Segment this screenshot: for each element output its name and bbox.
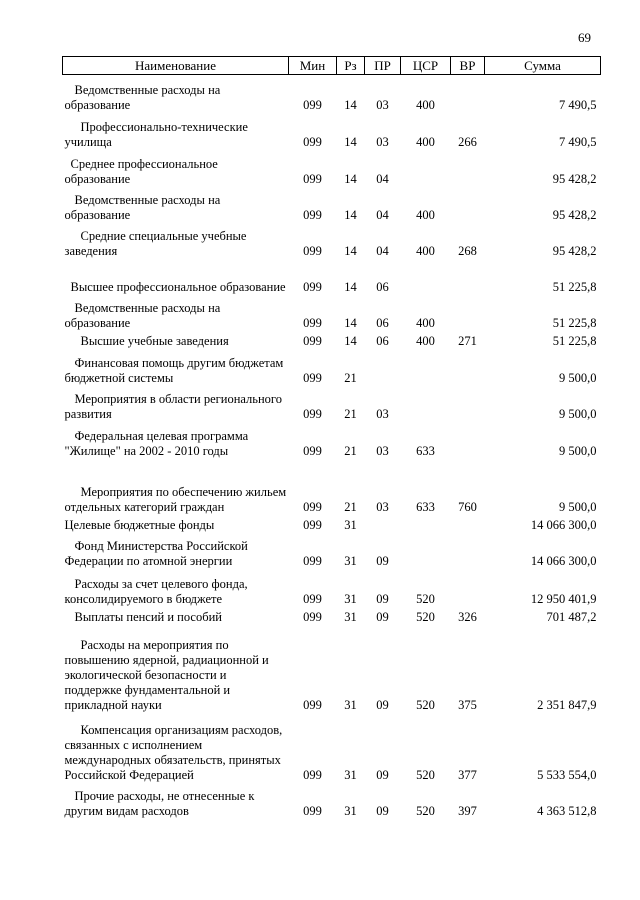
row-name: Ведомственные расходы на образование bbox=[64, 192, 221, 222]
row-sum: 9 500,0 bbox=[559, 406, 597, 421]
row-min: 099 bbox=[303, 406, 322, 421]
row-sum: 14 066 300,0 bbox=[530, 517, 597, 532]
row-name: Ведомственные расходы на образование bbox=[64, 300, 221, 330]
row-pr: 06 bbox=[376, 279, 389, 294]
row-name: Компенсация организациям расходов, связанных с исполнением международных обязательств, принятых Российской Федерацией bbox=[64, 722, 283, 782]
table-row bbox=[63, 75, 601, 113]
row-csr: 633 bbox=[416, 443, 435, 458]
row-min: 099 bbox=[303, 553, 322, 568]
row-rz: 14 bbox=[344, 315, 357, 330]
row-pr bbox=[365, 349, 401, 386]
row-rz: 31 bbox=[344, 553, 357, 568]
table-row bbox=[63, 607, 601, 625]
row-rz: 14 bbox=[344, 134, 357, 149]
row-name: Расходы на мероприятия по повышению ядерной, радиационной и экологической безопасности и поддержке фундаментальной и прикладной науки bbox=[64, 637, 269, 712]
row-name: Фонд Министерства Российской Федерации по атомной энергии bbox=[64, 538, 248, 568]
row-pr: 03 bbox=[376, 97, 389, 112]
table-body bbox=[63, 75, 601, 819]
table-row bbox=[63, 783, 601, 819]
row-sum: 12 950 401,9 bbox=[530, 591, 597, 606]
row-vr: 397 bbox=[458, 803, 477, 818]
row-rz: 21 bbox=[344, 370, 357, 385]
row-csr bbox=[401, 515, 451, 533]
row-vr: 375 bbox=[458, 697, 477, 712]
row-name: Ведомственные расходы на образование bbox=[64, 82, 221, 112]
row-name: Финансовая помощь другим бюджетам бюджетной системы bbox=[64, 355, 284, 385]
row-csr: 633 bbox=[416, 499, 435, 514]
table-row bbox=[63, 422, 601, 459]
row-name: Целевые бюджетные фонды bbox=[64, 517, 215, 532]
row-rz: 14 bbox=[344, 171, 357, 186]
row-csr bbox=[401, 533, 451, 569]
row-vr: 326 bbox=[458, 609, 477, 624]
row-sum: 9 500,0 bbox=[559, 499, 597, 514]
row-min: 099 bbox=[303, 767, 322, 782]
table-row bbox=[63, 259, 601, 295]
row-name: Расходы за счет целевого фонда, консолидируемого в бюджете bbox=[64, 576, 248, 606]
row-min: 099 bbox=[303, 697, 322, 712]
row-vr bbox=[451, 533, 485, 569]
row-csr: 400 bbox=[416, 315, 435, 330]
row-sum: 9 500,0 bbox=[559, 443, 597, 458]
row-vr: 377 bbox=[458, 767, 477, 782]
row-sum: 9 500,0 bbox=[559, 370, 597, 385]
row-sum: 2 351 847,9 bbox=[537, 697, 597, 712]
row-csr: 520 bbox=[416, 609, 435, 624]
row-rz: 31 bbox=[344, 767, 357, 782]
row-sum: 95 428,2 bbox=[552, 207, 597, 222]
row-pr: 09 bbox=[376, 697, 389, 712]
row-csr bbox=[401, 150, 451, 187]
row-csr: 520 bbox=[416, 591, 435, 606]
row-min: 099 bbox=[303, 279, 322, 294]
table-row bbox=[63, 223, 601, 259]
row-csr bbox=[401, 259, 451, 295]
header-name: Наименование bbox=[63, 57, 289, 75]
row-vr bbox=[451, 259, 485, 295]
row-pr: 06 bbox=[376, 315, 389, 330]
row-sum: 7 490,5 bbox=[559, 97, 597, 112]
row-name: Среднее профессиональное образование bbox=[64, 156, 218, 186]
row-sum: 51 225,8 bbox=[552, 279, 597, 294]
row-sum: 701 487,2 bbox=[546, 609, 597, 624]
row-rz: 14 bbox=[344, 243, 357, 258]
table-row bbox=[63, 331, 601, 349]
row-csr: 520 bbox=[416, 767, 435, 782]
row-rz: 21 bbox=[344, 499, 357, 514]
row-rz: 14 bbox=[344, 279, 357, 294]
row-pr: 09 bbox=[376, 767, 389, 782]
row-vr bbox=[451, 75, 485, 113]
row-csr bbox=[401, 349, 451, 386]
row-pr: 09 bbox=[376, 591, 389, 606]
row-min: 099 bbox=[303, 499, 322, 514]
row-csr: 400 bbox=[416, 207, 435, 222]
row-name: Средние специальные учебные заведения bbox=[64, 228, 247, 258]
row-pr: 04 bbox=[376, 207, 389, 222]
table-row bbox=[63, 515, 601, 533]
table-header bbox=[63, 57, 601, 75]
row-min: 099 bbox=[303, 591, 322, 606]
row-csr: 400 bbox=[416, 243, 435, 258]
row-min: 099 bbox=[303, 609, 322, 624]
row-sum: 51 225,8 bbox=[552, 333, 597, 348]
row-vr: 271 bbox=[458, 333, 477, 348]
table-row bbox=[63, 295, 601, 331]
budget-table bbox=[62, 56, 601, 819]
row-csr: 400 bbox=[416, 97, 435, 112]
row-name: Мероприятия по обеспечению жильем отдельных категорий граждан bbox=[64, 484, 287, 514]
row-sum: 51 225,8 bbox=[552, 315, 597, 330]
row-sum: 7 490,5 bbox=[559, 134, 597, 149]
row-pr bbox=[365, 515, 401, 533]
row-vr: 760 bbox=[458, 499, 477, 514]
row-rz: 31 bbox=[344, 803, 357, 818]
row-pr: 03 bbox=[376, 406, 389, 421]
row-min: 099 bbox=[303, 315, 322, 330]
row-min: 099 bbox=[303, 134, 322, 149]
table-row bbox=[63, 625, 601, 713]
row-pr: 06 bbox=[376, 333, 389, 348]
row-vr bbox=[451, 150, 485, 187]
row-name: Высшие учебные заведения bbox=[80, 333, 229, 348]
header-vr: ВР bbox=[451, 57, 485, 75]
row-rz: 31 bbox=[344, 609, 357, 624]
row-pr: 09 bbox=[376, 609, 389, 624]
row-name: Высшее профессиональное образование bbox=[70, 279, 286, 294]
page-number: 69 bbox=[578, 30, 591, 45]
row-name: Мероприятия в области регионального развития bbox=[64, 391, 282, 421]
table-row bbox=[63, 533, 601, 569]
row-rz: 31 bbox=[344, 517, 357, 532]
row-name: Федеральная целевая программа "Жилище" на 2002 - 2010 годы bbox=[64, 428, 249, 458]
row-name: Профессионально-технические училища bbox=[64, 119, 248, 149]
row-vr: 266 bbox=[458, 134, 477, 149]
row-min: 099 bbox=[303, 443, 322, 458]
row-rz: 31 bbox=[344, 591, 357, 606]
row-csr bbox=[401, 386, 451, 422]
row-min: 099 bbox=[303, 803, 322, 818]
row-min: 099 bbox=[303, 333, 322, 348]
row-pr: 04 bbox=[376, 243, 389, 258]
row-rz: 14 bbox=[344, 333, 357, 348]
header-min: Мин bbox=[289, 57, 337, 75]
row-min: 099 bbox=[303, 207, 322, 222]
row-sum: 4 363 512,8 bbox=[537, 803, 597, 818]
row-csr: 520 bbox=[416, 697, 435, 712]
row-csr: 400 bbox=[416, 333, 435, 348]
row-vr bbox=[451, 515, 485, 533]
row-vr bbox=[451, 386, 485, 422]
row-rz: 14 bbox=[344, 207, 357, 222]
row-pr: 03 bbox=[376, 443, 389, 458]
table-row bbox=[63, 349, 601, 386]
row-pr: 09 bbox=[376, 803, 389, 818]
row-sum: 95 428,2 bbox=[552, 243, 597, 258]
row-vr bbox=[451, 187, 485, 223]
row-vr: 268 bbox=[458, 243, 477, 258]
row-rz: 21 bbox=[344, 443, 357, 458]
row-min: 099 bbox=[303, 517, 322, 532]
table-row bbox=[63, 713, 601, 783]
row-rz: 31 bbox=[344, 697, 357, 712]
row-rz: 14 bbox=[344, 97, 357, 112]
row-sum: 95 428,2 bbox=[552, 171, 597, 186]
header-sum: Сумма bbox=[485, 57, 601, 75]
row-rz: 21 bbox=[344, 406, 357, 421]
header-csr: ЦСР bbox=[401, 57, 451, 75]
table-row bbox=[63, 150, 601, 187]
row-pr: 09 bbox=[376, 553, 389, 568]
row-min: 099 bbox=[303, 243, 322, 258]
row-vr bbox=[451, 422, 485, 459]
row-pr: 03 bbox=[376, 499, 389, 514]
row-csr: 400 bbox=[416, 134, 435, 149]
row-vr bbox=[451, 295, 485, 331]
row-vr bbox=[451, 349, 485, 386]
row-name: Выплаты пенсий и пособий bbox=[74, 609, 222, 624]
table-row bbox=[63, 386, 601, 422]
row-min: 099 bbox=[303, 97, 322, 112]
table-row bbox=[63, 187, 601, 223]
row-pr: 03 bbox=[376, 134, 389, 149]
row-name: Прочие расходы, не отнесенные к другим видам расходов bbox=[64, 788, 255, 818]
table-row bbox=[63, 459, 601, 515]
row-csr: 520 bbox=[416, 803, 435, 818]
header-rz: Рз bbox=[337, 57, 365, 75]
row-vr bbox=[451, 569, 485, 607]
row-min: 099 bbox=[303, 370, 322, 385]
table-row bbox=[63, 113, 601, 150]
table-row bbox=[63, 569, 601, 607]
row-sum: 14 066 300,0 bbox=[530, 553, 597, 568]
header-pr: ПР bbox=[365, 57, 401, 75]
row-min: 099 bbox=[303, 171, 322, 186]
row-sum: 5 533 554,0 bbox=[537, 767, 597, 782]
row-pr: 04 bbox=[376, 171, 389, 186]
